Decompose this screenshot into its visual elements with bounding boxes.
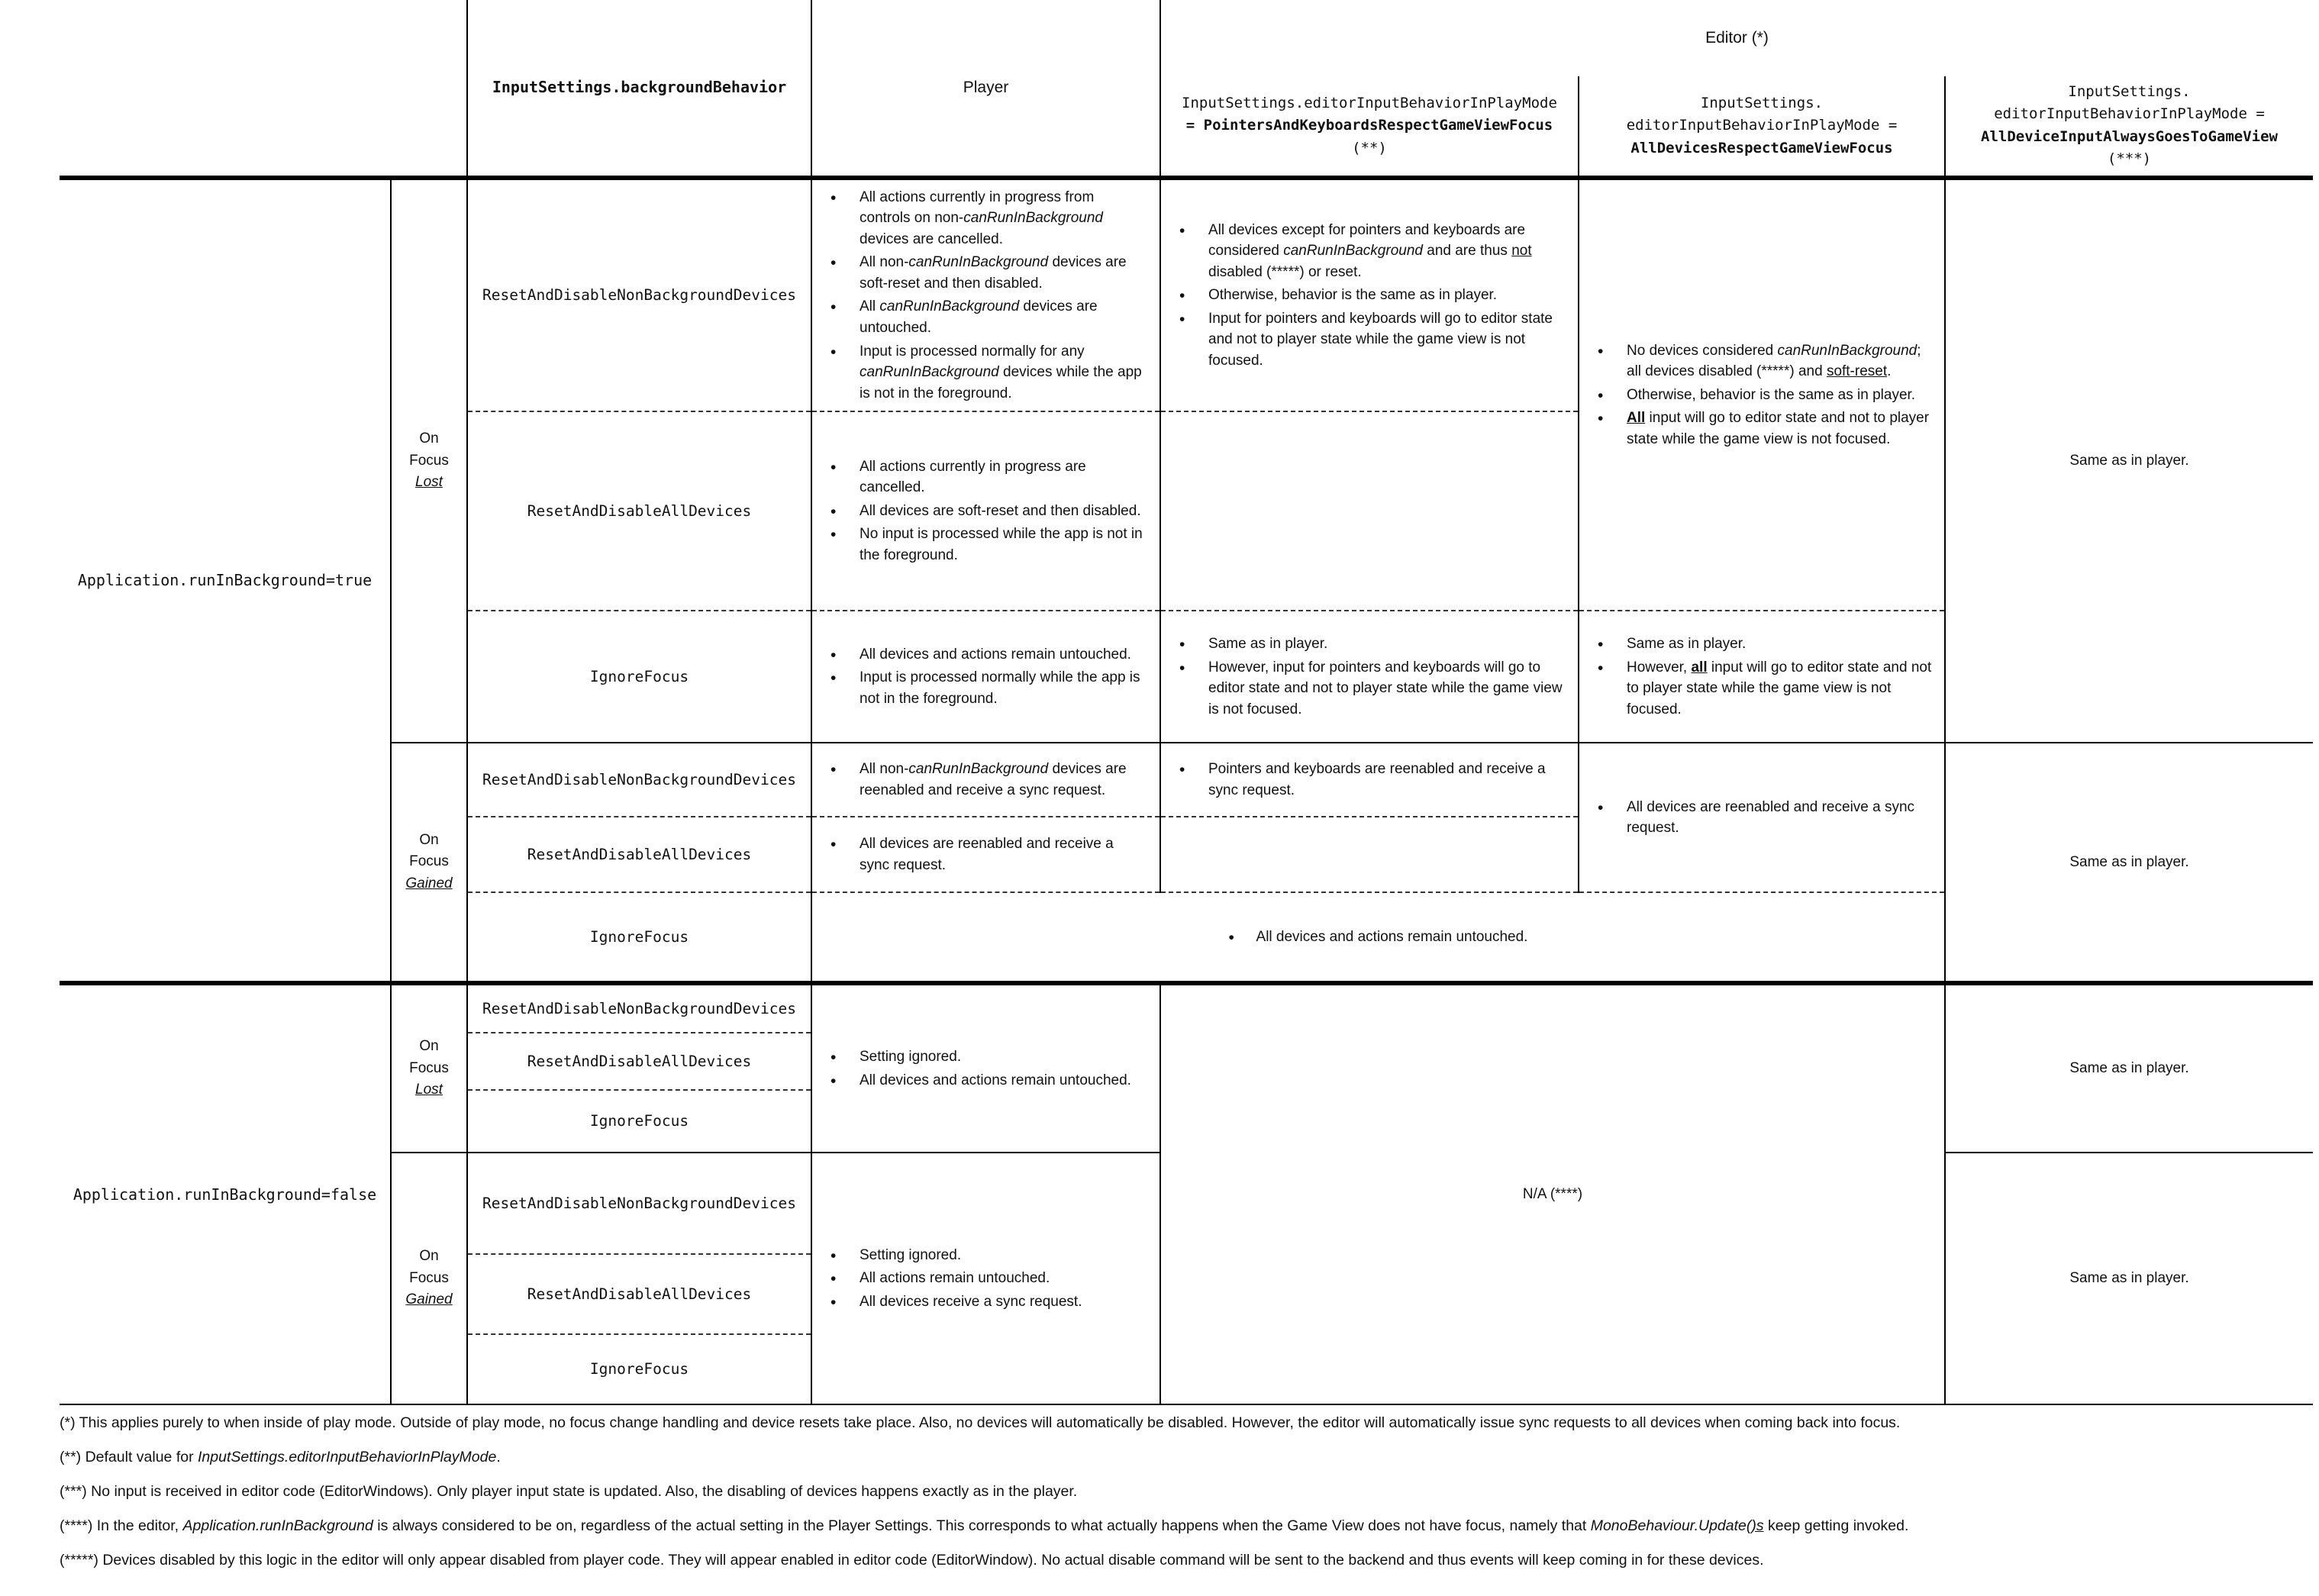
- cell-false-gained-same-as-player: Same as in player.: [1945, 1153, 2313, 1404]
- label-reset-non-bg-devices: ResetAndDisableNonBackgroundDevices: [467, 743, 811, 817]
- label-ignore-focus: IgnoreFocus: [467, 1334, 811, 1404]
- bullet-list: • Same as in player. • However, input for pointers and keyboards will go to editor state and not to player state while the game view is not focused.: [1170, 634, 1569, 720]
- footnote-1: (*) This applies purely to when inside of play mode. Outside of play mode, no focus change handling and device resets take place. Also, no devices will automatically be disabled. However, the editor will automatically issue sync requests to all devices when coming back into focus.: [60, 1414, 1901, 1431]
- gained-text: Gained: [405, 1291, 453, 1308]
- gained-text: Gained: [405, 875, 453, 892]
- cell-true-lost-alldevices-editor: [1579, 178, 1945, 611]
- bullet-list: • All devices are reenabled and receive a sync request.: [821, 833, 1150, 875]
- label-reset-non-bg-devices: ResetAndDisableNonBackgroundDevices: [467, 1153, 811, 1254]
- header-editor-col-all-devices-respect: InputSettings. editorInputBehaviorInPlayMode = AllDevicesRespectGameViewFocus: [1579, 76, 1945, 178]
- bullet-list: • Pointers and keyboards are reenabled and receive a sync request.: [1170, 759, 1569, 801]
- label-run-in-background-true: Application.runInBackground=true: [77, 570, 373, 589]
- bullet-list: • All actions currently in progress from controls on non-canRunInBackground devices are cancelled. • All non-canRunInBackground devices are soft-reset and then disabled. • All canRunInBackground devices are untouched. • Input is processed normally for any canRunInBackground devices while the app is not in the foreground.: [821, 187, 1150, 404]
- cell-true-lost-ignore-player: [811, 611, 1160, 743]
- lost-text: Lost: [415, 474, 443, 491]
- header-background-behavior: InputSettings.backgroundBehavior: [467, 0, 811, 178]
- cell-true-gained-ignore-merged: [811, 892, 1945, 983]
- cell-false-lost-player: [811, 983, 1160, 1153]
- header-editor-col-all-input-to-gameview: InputSettings. editorInputBehaviorInPlayMode = AllDeviceInputAlwaysGoesToGameView (***): [1945, 76, 2313, 178]
- cell-true-lost-ignore-pointers: [1160, 611, 1579, 743]
- cell-true-lost-ignore-alldevices: [1579, 611, 1945, 743]
- label-reset-non-bg-devices: ResetAndDisableNonBackgroundDevices: [467, 983, 811, 1033]
- cell-true-lost-nonbg-player: [811, 178, 1160, 411]
- label-ignore-focus: IgnoreFocus: [467, 892, 811, 983]
- on-focus-text: On Focus: [409, 1038, 449, 1076]
- footnote-3: (***) No input is received in editor code (EditorWindows). Only player input state is updated. Also, the disabling of devices happens exactly as in the player.: [60, 1483, 1078, 1500]
- header-player: Player: [811, 0, 1160, 178]
- bullet-list: • Same as in player. • However, all input will go to editor state and not to player state while the game view is not focused.: [1588, 634, 1935, 720]
- bullet-list: • All devices and actions remain untouched.: [821, 924, 1935, 950]
- cell-true-lost-resetall-player: [811, 411, 1160, 611]
- label-reset-all-devices: ResetAndDisableAllDevices: [467, 1033, 811, 1090]
- label-reset-all-devices: ResetAndDisableAllDevices: [467, 817, 811, 892]
- on-focus-text: On Focus: [409, 831, 449, 870]
- bullet-list: • All non-canRunInBackground devices are reenabled and receive a sync request.: [821, 759, 1150, 801]
- label-ignore-focus: IgnoreFocus: [467, 611, 811, 743]
- bullet-list: • All devices except for pointers and keyboards are considered canRunInBackground and are thus not disabled (*****) or reset. • Otherwise, behavior is the same as in player. • Input for pointers and keyboards will go to editor state and not to player state while the game view is not focused.: [1170, 220, 1569, 372]
- bullet-list: • Setting ignored. • All devices and actions remain untouched.: [821, 1046, 1150, 1091]
- header-editor-col-pointers-keyboards: InputSettings.editorInputBehaviorInPlayMode = PointersAndKeyboardsRespectGameViewFocus (**): [1160, 76, 1579, 178]
- on-focus-text: On Focus: [409, 430, 449, 469]
- cell-true-gained-nonbg-pointers: [1160, 743, 1579, 817]
- label-on-focus-lost-true: [391, 178, 467, 743]
- footnote-5: (*****) Devices disabled by this logic in the editor will only appear disabled from player code. They will appear enabled in editor code (EditorWindow). No actual disable command will be sent to the backend and thus events will keep coming in for these devices.: [60, 1552, 1764, 1569]
- cell-false-lost-same-as-player: Same as in player.: [1945, 983, 2313, 1153]
- cell-true-gained-nonbg-player: [811, 743, 1160, 817]
- label-run-in-background-false: Application.runInBackground=false: [60, 983, 391, 1404]
- cell-false-gained-player: [811, 1153, 1160, 1404]
- cell-true-lost-resetall-pointers-empty: [1160, 411, 1579, 611]
- cell-false-na-editor: N/A (****): [1160, 983, 1945, 1404]
- footnote-2: (**) Default value for InputSettings.editorInputBehaviorInPlayMode.: [60, 1449, 501, 1465]
- cell-true-gained-alldevices-editor: [1579, 743, 1945, 892]
- bullet-list: • All devices and actions remain untouched. • Input is processed normally while the app is not in the foreground.: [821, 644, 1150, 710]
- footnotes: [60, 1412, 2273, 1584]
- cell-true-gained-resetall-player: [811, 817, 1160, 892]
- on-focus-text: On Focus: [409, 1248, 449, 1286]
- label-on-focus-lost-false: [391, 983, 467, 1153]
- label-on-focus-gained-false: [391, 1153, 467, 1404]
- bullet-list: • Setting ignored. • All actions remain untouched. • All devices receive a sync request.: [821, 1245, 1150, 1313]
- header-editor-group: Editor (*): [1160, 0, 2313, 76]
- bullet-list: • No devices considered canRunInBackground; all devices disabled (*****) and soft-reset. • Otherwise, behavior is the same as in player. • All input will go to editor state and not to player state while the game view is not focused.: [1588, 340, 1935, 450]
- bullet-list: • All devices are reenabled and receive a sync request.: [1588, 797, 1935, 839]
- label-reset-all-devices: ResetAndDisableAllDevices: [467, 411, 811, 611]
- cell-true-lost-same-as-player: Same as in player.: [1945, 178, 2313, 743]
- label-reset-all-devices: ResetAndDisableAllDevices: [467, 1254, 811, 1334]
- cell-true-gained-same-as-player: Same as in player.: [1945, 743, 2313, 983]
- header-empty-cell: [60, 0, 467, 178]
- lost-text: Lost: [415, 1082, 443, 1098]
- background-behavior-table: [60, 0, 2313, 1405]
- label-on-focus-gained-true: [391, 743, 467, 983]
- label-reset-non-bg-devices: ResetAndDisableNonBackgroundDevices: [467, 178, 811, 411]
- cell-true-gained-resetall-pointers-empty: [1160, 817, 1579, 892]
- label-ignore-focus: IgnoreFocus: [467, 1090, 811, 1153]
- footnote-4: (****) In the editor, Application.runInBackground is always considered to be on, regardless of the actual setting in the Player Settings. This corresponds to what actually happens when the Game View does not have focus, namely that MonoBehaviour.Update()s keep getting invoked.: [60, 1517, 1909, 1534]
- cell-true-lost-nonbg-pointers: [1160, 178, 1579, 411]
- bullet-list: • All actions currently in progress are cancelled. • All devices are soft-reset and then disabled. • No input is processed while the app is not in the foreground.: [821, 456, 1150, 566]
